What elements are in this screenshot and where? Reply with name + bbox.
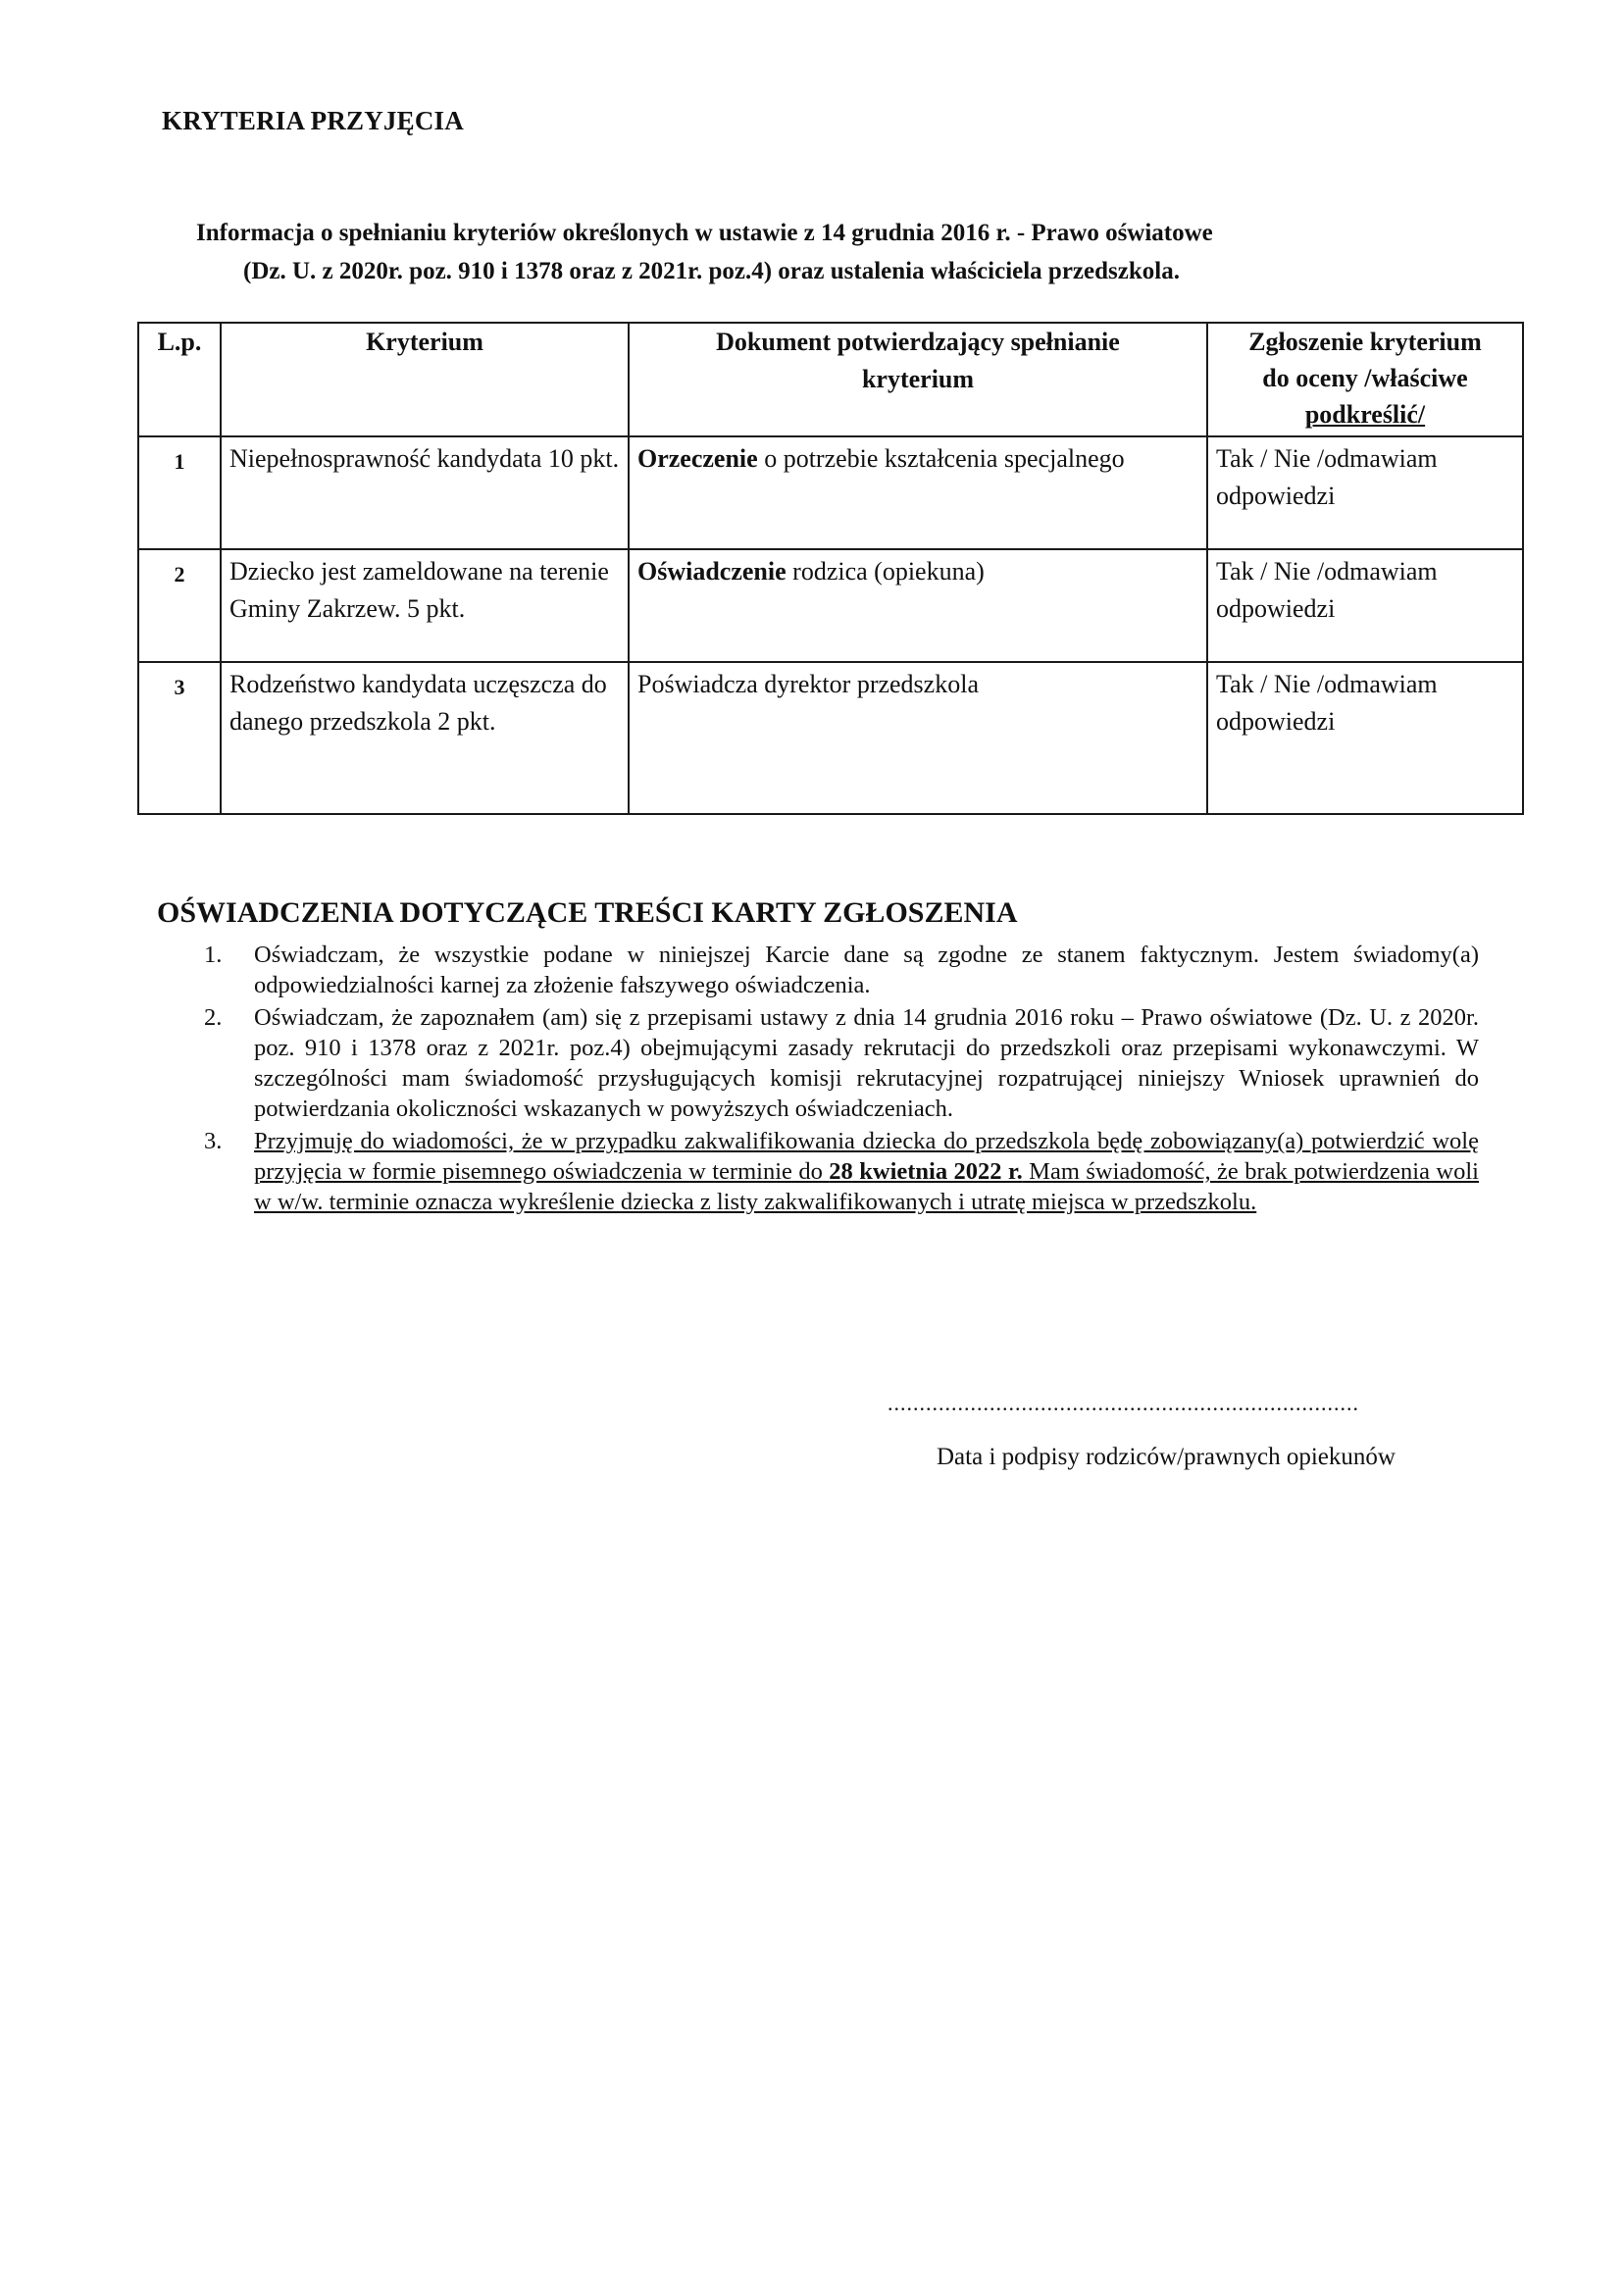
- table-header-row: [138, 323, 1523, 436]
- row-document-text: Poświadcza dyrektor przedszkola: [637, 670, 979, 698]
- table-row: [138, 436, 1523, 549]
- intro-paragraph: [196, 214, 1471, 290]
- list-item: [192, 1126, 1479, 1217]
- item-number: 1.: [204, 942, 223, 968]
- item-text: [254, 1126, 1479, 1217]
- row-document: [629, 436, 1207, 549]
- table-row: [138, 549, 1523, 662]
- row-document-text: o potrzebie kształcenia specjalnego: [757, 444, 1125, 473]
- row-document-bold: Orzeczenie: [637, 444, 758, 473]
- header-report-line-3: podkreślić/: [1304, 400, 1426, 429]
- row-answer: Tak / Nie /odmawiam odpowiedzi: [1207, 436, 1523, 549]
- item-text-after: Mam świadomość, że brak potwierdzenia woli w w/w. terminie oznacza wykreślenie dziecka z listy zakwalifikowanych i utratę miejsca w przedszkolu.: [254, 1158, 1479, 1215]
- signature-line: ..........................................................................: [888, 1391, 1359, 1415]
- row-criterion: Rodzeństwo kandydata uczęszcza do danego przedszkola 2 pkt.: [221, 662, 629, 814]
- row-number: 3: [138, 662, 221, 814]
- deadline-date: 28 kwietnia 2022 r.: [829, 1158, 1023, 1185]
- table-row: [138, 662, 1523, 814]
- list-item: [192, 940, 1479, 1000]
- row-criterion: Dziecko jest zameldowane na terenie Gminy Zakrzew. 5 pkt.: [221, 549, 629, 662]
- header-document-line-2: kryterium: [861, 365, 975, 393]
- row-document: [629, 549, 1207, 662]
- item-text: Oświadczam, że wszystkie podane w niniejszej Karcie dane są zgodne ze stanem faktycznym. Jestem świadomy(a) odpowiedzialności karnej za złożenie fałszywego oświadczenia.: [254, 942, 1479, 998]
- header-report-line-2: do oceny /właściwe: [1262, 364, 1468, 392]
- intro-line-1: Informacja o spełnianiu kryteriów określonych w ustawie z 14 grudnia 2016 r. - Prawo oświatowe: [196, 220, 1213, 246]
- header-lp: L.p.: [138, 323, 221, 436]
- item-number: 3.: [204, 1128, 223, 1154]
- row-document-text: rodzica (opiekuna): [786, 557, 985, 586]
- row-document: [629, 662, 1207, 814]
- header-report-line-1: Zgłoszenie kryterium: [1248, 328, 1482, 356]
- intro-line-2: (Dz. U. z 2020r. poz. 910 i 1378 oraz z 2021r. poz.4) oraz ustalenia właściciela przedszkola.: [243, 258, 1180, 284]
- header-criterion: Kryterium: [221, 323, 629, 436]
- item-number: 2.: [204, 1004, 223, 1031]
- row-number: 2: [138, 549, 221, 662]
- item-text: Oświadczam, że zapoznałem (am) się z przepisami ustawy z dnia 14 grudnia 2016 roku – Prawo oświatowe (Dz. U. z 2020r. poz. 910 i 1378 oraz z 2021r. poz.4) obejmującymi zasady rekrutacji do przedszkoli oraz przepisami wykonawczymi. W szczególności mam świadomość przysługujących komisji rekrutacyjnej rozpatrującej niniejszy Wniosek uprawnień do potwierdzania okoliczności wskazanych w powyższych oświadczeniach.: [254, 1004, 1479, 1122]
- document-title: KRYTERIA PRZYJĘCIA: [162, 106, 464, 135]
- criteria-table: [137, 322, 1524, 815]
- header-report: [1207, 323, 1523, 436]
- statements-title: OŚWIADCZENIA DOTYCZĄCE TREŚCI KARTY ZGŁOSZENIA: [157, 896, 1018, 929]
- row-answer: Tak / Nie /odmawiam odpowiedzi: [1207, 549, 1523, 662]
- row-answer: Tak / Nie /odmawiam odpowiedzi: [1207, 662, 1523, 814]
- row-criterion: Niepełnosprawność kandydata 10 pkt.: [221, 436, 629, 549]
- row-number: 1: [138, 436, 221, 549]
- list-item: [192, 1002, 1479, 1124]
- statements-list: [192, 940, 1479, 1219]
- signature-caption: Data i podpisy rodziców/prawnych opiekunów: [937, 1444, 1396, 1470]
- header-document-line-1: Dokument potwierdzający spełnianie: [716, 328, 1120, 356]
- row-document-bold: Oświadczenie: [637, 557, 787, 586]
- item-text-before: Przyjmuję do wiadomości, że w przypadku zakwalifikowania dziecka do przedszkola będę zobowiązany(a) potwierdzić wolę przyjęcia w formie pisemnego oświadczenia w terminie do: [254, 1128, 1479, 1185]
- header-document: [629, 323, 1207, 436]
